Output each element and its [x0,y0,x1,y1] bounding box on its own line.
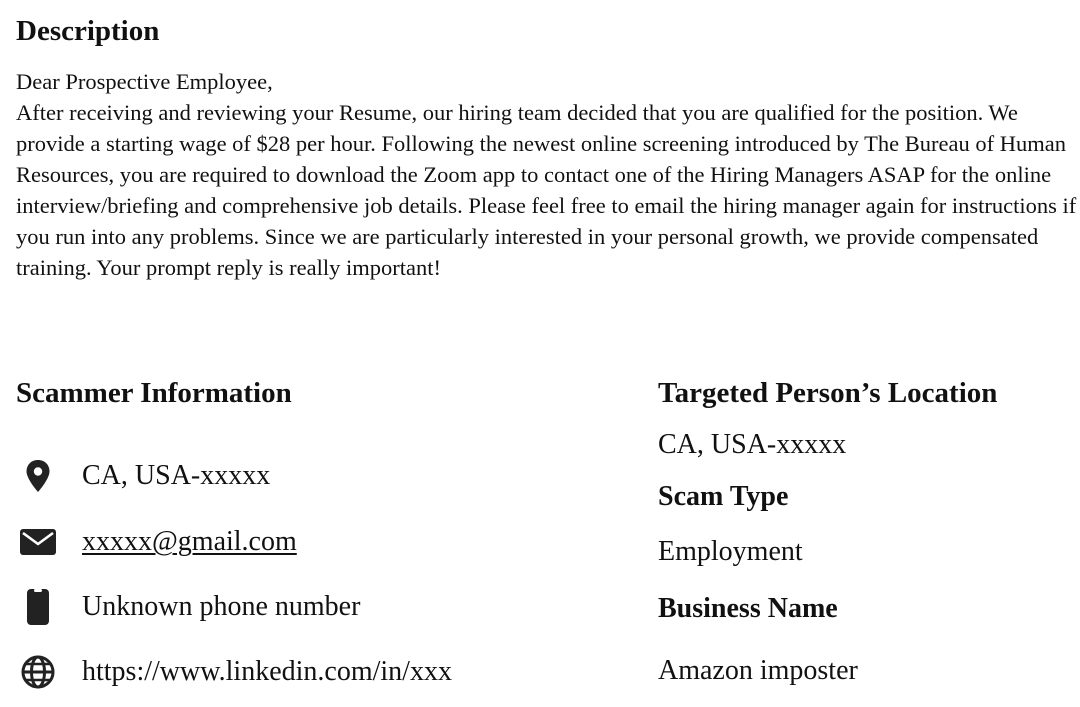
scammer-location-text: CA, USA-xxxxx [82,460,271,491]
globe-icon [16,652,60,692]
target-location-value: CA, USA-xxxxx [658,429,847,460]
scammer-email-link[interactable]: xxxxx@gmail.com [82,526,297,557]
description-text: After receiving and reviewing your Resume, our hiring team decided that you are qualified for the position. We provide a starting wage of $28 per hour. Following the newest online screening introduced by The Bureau of Human Resources, you are required to download the Zoom app to contact one of the Hiring Managers ASAP for the online interview/briefing and comprehensive job details. Please feel free to email the hiring manager again for instructions if you run into any problems. Since we are particularly interested in your personal growth, we provide compensated training. Your prompt reply is really important! [16,100,1077,280]
scammer-info-heading: Scammer Information [16,377,292,409]
location-pin-icon [16,456,60,496]
business-name-label: Business Name [658,593,838,624]
scammer-location-row [16,456,270,496]
scammer-website-link[interactable]: https://www.linkedin.com/in/xxx [82,656,452,687]
business-name-value: Amazon imposter [658,655,858,686]
scam-type-value: Employment [658,536,803,567]
scammer-email-row [16,522,297,562]
scammer-phone-row [16,587,360,627]
scammer-website-row [16,652,452,692]
scam-type-label: Scam Type [658,481,789,512]
phone-icon [16,587,60,627]
description-heading: Description [16,15,160,47]
description-body [16,66,1078,283]
description-greeting: Dear Prospective Employee, [16,69,273,94]
envelope-icon [16,522,60,562]
target-location-heading: Targeted Person’s Location [658,377,998,409]
scammer-phone-text: Unknown phone number [82,591,361,622]
